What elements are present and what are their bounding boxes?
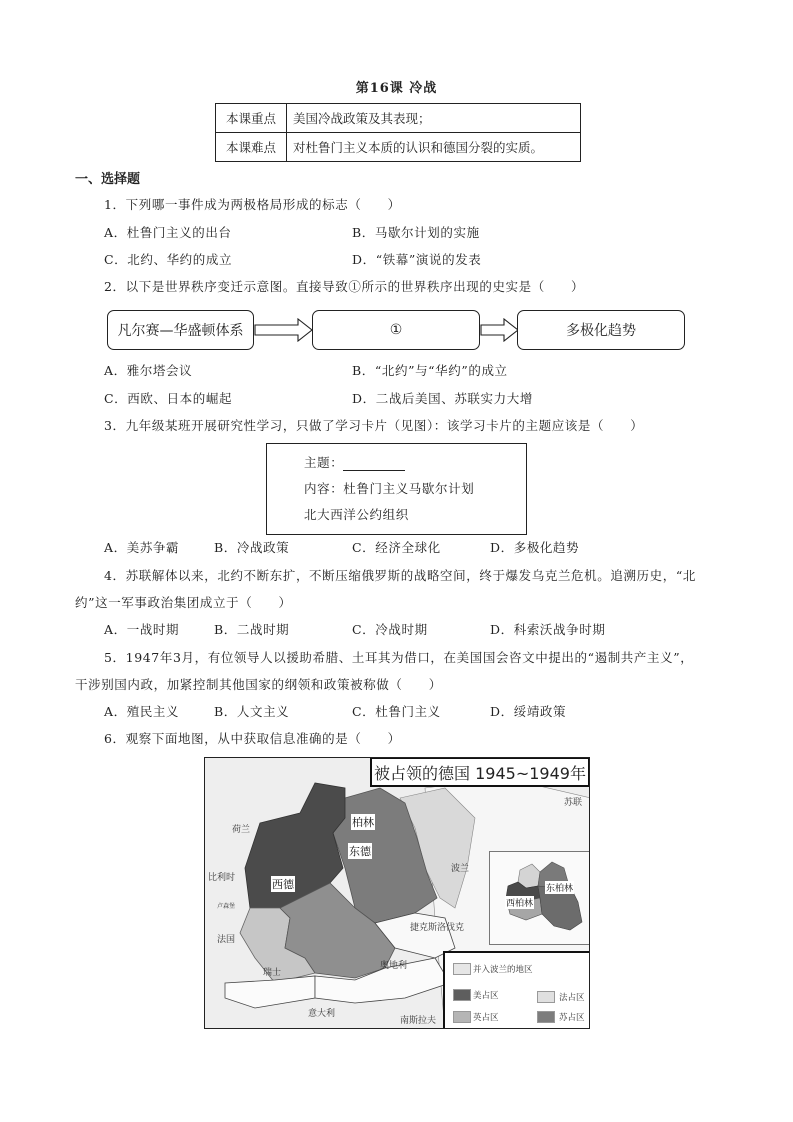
legend-swatch-polish-area: [453, 963, 471, 975]
section-heading: 一、选择题: [75, 172, 141, 187]
legend-label: 英占区: [473, 1013, 499, 1023]
question-1-option-a[interactable]: A．杜鲁门主义的出台: [104, 225, 232, 240]
legend-swatch-french-zone: [537, 991, 555, 1003]
legend-label: 美占区: [473, 991, 499, 1001]
map-label-france: 法国: [217, 935, 236, 945]
question-4-stem-line-1: 4．苏联解体以来，北约不断东扩，不断压缩俄罗斯的战略空间，终于爆发乌克兰危机。追溯历史，“北: [104, 568, 696, 583]
flow-arrow-icon: [480, 318, 520, 342]
flow-arrow-icon: [254, 318, 314, 342]
question-2-option-a[interactable]: A．雅尔塔会议: [104, 363, 193, 378]
question-2-stem: 2．以下是世界秩序变迁示意图。直接导致①所示的世界秩序出现的史实是（ ）: [104, 279, 585, 294]
map-label-czechoslovakia: 捷克斯洛伐克: [410, 923, 465, 933]
question-2-option-d[interactable]: D．二战后美国、苏联实力大增: [352, 391, 533, 406]
occupied-germany-map: [204, 757, 590, 1029]
question-3-option-d[interactable]: D．多极化趋势: [490, 540, 580, 555]
flow-box-label: 多极化趋势: [566, 323, 636, 339]
legend-swatch-us-zone: [453, 989, 471, 1001]
map-label-west-berlin: 西柏林: [505, 896, 534, 909]
table-row: [216, 133, 581, 162]
question-3-stem: 3．九年级某班开展研究性学习，只做了学习卡片（见图）：该学习卡片的主题应该是（ ）: [104, 418, 644, 433]
question-5-option-c[interactable]: C．杜鲁门主义: [352, 704, 441, 719]
study-card: [266, 443, 527, 535]
map-label-belgium: 比利时: [208, 873, 236, 883]
card-content-line-2: 北大西洋公约组织: [304, 507, 409, 522]
focus-key: 本课重点: [216, 104, 287, 133]
map-label-luxembourg: 卢森堡: [217, 903, 236, 910]
question-3-option-b[interactable]: B．冷战政策: [214, 540, 290, 555]
map-label-ussr: 苏联: [564, 798, 583, 808]
question-5-stem-line-2: 干涉别国内政，加紧控制其他国家的纲领和政策被称做（ ）: [75, 677, 442, 692]
flow-box-label: 凡尔赛—华盛顿体系: [117, 323, 244, 339]
question-5-option-b[interactable]: B．人文主义: [214, 704, 290, 719]
question-6-stem: 6．观察下面地图，从中获取信息准确的是（ ）: [104, 731, 401, 746]
legend-label: 苏占区: [559, 1013, 585, 1023]
question-1-stem: 1．下列哪一事件成为两极格局形成的标志（ ）: [104, 197, 401, 212]
question-3-option-a[interactable]: A．美苏争霸: [104, 540, 180, 555]
question-1-option-b[interactable]: B．马歇尔计划的实施: [352, 225, 480, 240]
flow-box-versailles: [107, 310, 254, 350]
difficulty-key: 本课难点: [216, 133, 287, 162]
map-label-switzerland: 瑞士: [263, 968, 282, 978]
map-label-west-germany: 西德: [272, 878, 294, 891]
legend-label: 法占区: [559, 993, 585, 1003]
map-label-east-berlin: 东柏林: [545, 881, 574, 894]
question-5-option-d[interactable]: D．绥靖政策: [490, 704, 567, 719]
card-topic-label: 主题：: [304, 455, 344, 470]
question-1-option-d[interactable]: D．“铁幕”演说的发表: [352, 252, 482, 267]
berlin-inset-map: [489, 851, 590, 945]
question-2-option-b[interactable]: B．“北约”与“华约”的成立: [352, 363, 508, 378]
question-5-stem-line-1: 5．1947年3月，有位领导人以援助希腊、土耳其为借口，在美国国会咨文中提出的“遏制共产主义”，: [104, 650, 694, 665]
map-label-berlin: 柏林: [352, 816, 374, 829]
table-row: [216, 104, 581, 133]
question-4-stem-line-2: 约”这一军事政治集团成立于（ ）: [75, 595, 292, 610]
legend-swatch-soviet-zone: [537, 1011, 555, 1023]
focus-value: 美国冷战政策及其表现；: [287, 104, 581, 133]
question-4-option-c[interactable]: C．冷战时期: [352, 622, 428, 637]
card-topic: [304, 453, 405, 471]
map-label-italy: 意大利: [308, 1009, 336, 1019]
flow-box-label: ①: [389, 322, 403, 338]
lesson-focus-table: [215, 103, 581, 162]
question-5-option-a[interactable]: A．殖民主义: [104, 704, 180, 719]
map-title: 被占领的德国 1945~1949年: [370, 757, 590, 787]
flow-box-multipolar: [517, 310, 685, 350]
flow-box-blank: [312, 310, 480, 350]
question-1-option-c[interactable]: C．北约、华约的成立: [104, 252, 233, 267]
question-4-option-a[interactable]: A．一战时期: [104, 622, 180, 637]
lesson-title: 第16课 冷战: [355, 81, 438, 96]
question-4-option-d[interactable]: D．科索沃战争时期: [490, 622, 606, 637]
legend-label: 并入波兰的地区: [473, 965, 533, 975]
legend-swatch-british-zone: [453, 1011, 471, 1023]
card-topic-blank: [343, 458, 405, 471]
map-label-yugoslavia: 南斯拉夫: [400, 1016, 437, 1026]
question-4-option-b[interactable]: B．二战时期: [214, 622, 290, 637]
card-content-line-1: 内容：杜鲁门主义马歇尔计划: [304, 481, 475, 496]
map-legend: [443, 951, 590, 1029]
map-label-austria: 奥地利: [380, 961, 408, 971]
question-2-option-c[interactable]: C．西欧、日本的崛起: [104, 391, 233, 406]
map-label-east-germany: 东德: [349, 845, 371, 858]
question-3-option-c[interactable]: C．经济全球化: [352, 540, 441, 555]
map-label-netherlands: 荷兰: [232, 825, 251, 835]
difficulty-value: 对杜鲁门主义本质的认识和德国分裂的实质。: [287, 133, 581, 162]
map-label-poland: 波兰: [451, 864, 470, 874]
